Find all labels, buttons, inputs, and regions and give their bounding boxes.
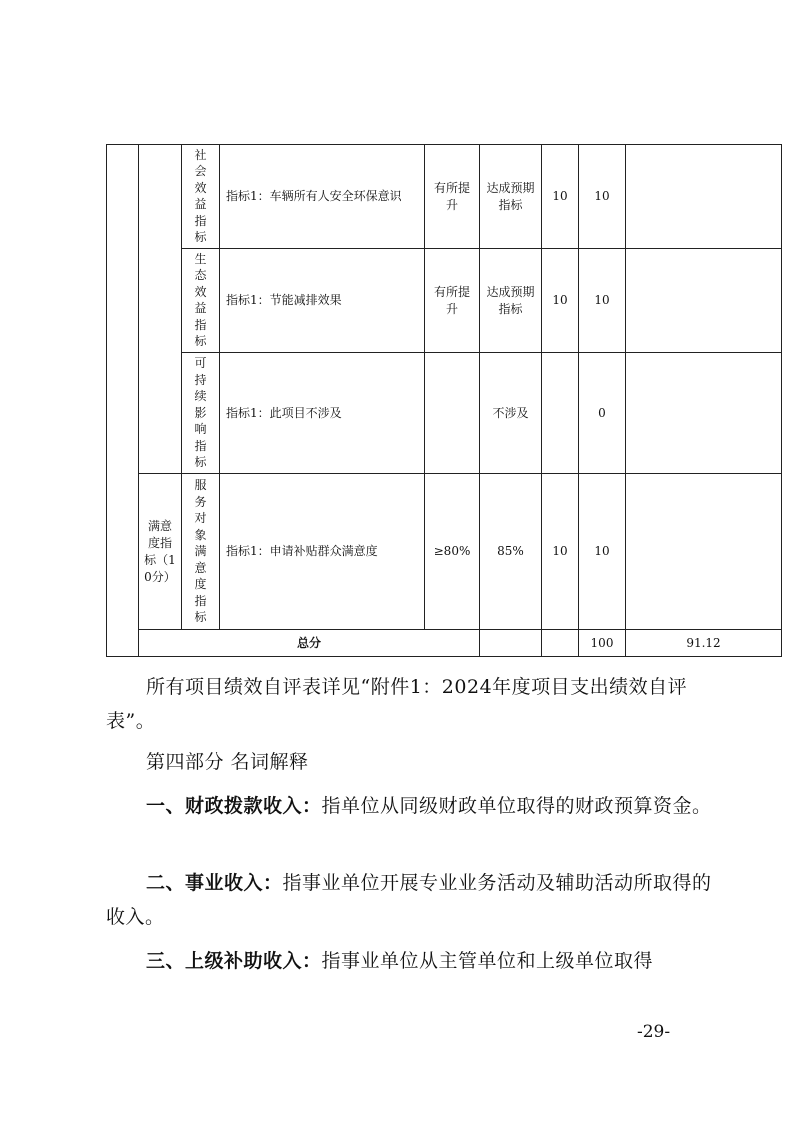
total-row [107, 630, 782, 657]
indicator-name-cell: 指标1：此项目不涉及 [220, 353, 425, 474]
category-cell-blank [139, 145, 182, 474]
table-row [107, 474, 782, 630]
indicator-name-cell: 指标1：节能减排效果 [220, 249, 425, 353]
note-cell [626, 474, 782, 630]
indicator-name-cell: 指标1：申请补贴群众满意度 [220, 474, 425, 630]
sub-indicator-cell: 生态效益指标 [182, 249, 220, 353]
target-cell: 有所提升 [425, 145, 480, 249]
sub-indicator-cell: 服务对象满意度指标 [182, 474, 220, 630]
total-score: 91.12 [626, 630, 782, 657]
actual-cell: 达成预期指标 [480, 249, 542, 353]
term-1-paragraph [106, 789, 726, 823]
table-row [107, 353, 782, 474]
weight-cell: 10 [542, 145, 579, 249]
total-actual-blank [542, 630, 579, 657]
satisfaction-category-cell: 满意度指标（10分） [139, 474, 182, 630]
weight-cell: 10 [542, 249, 579, 353]
actual-cell: 不涉及 [480, 353, 542, 474]
score-cell: 10 [579, 145, 626, 249]
sub-indicator-cell: 社会效益指标 [182, 145, 220, 249]
reference-paragraph: 所有项目绩效自评表详见“附件1：2024年度项目支出绩效自评表”。 [106, 676, 688, 732]
note-cell [626, 145, 782, 249]
weight-cell [542, 353, 579, 474]
table-row [107, 249, 782, 353]
indicator-name-cell: 指标1：车辆所有人安全环保意识 [220, 145, 425, 249]
term-3-paragraph [106, 944, 726, 978]
note-cell [626, 353, 782, 474]
score-cell: 0 [579, 353, 626, 474]
page-number: -29- [637, 1022, 671, 1042]
score-cell: 10 [579, 474, 626, 630]
target-cell [425, 353, 480, 474]
term-2-body: 指事业单位开展专业业务活动及辅助活动所取得的收入。 [106, 872, 712, 928]
term-1-body: 指单位从同级财政单位取得的财政预算资金。 [321, 795, 712, 817]
total-label: 总分 [139, 630, 480, 657]
table-row [107, 145, 782, 249]
section-title: 第四部分 名词解释 [146, 751, 309, 773]
performance-table [106, 144, 782, 657]
category-cell-blank [107, 145, 139, 657]
term-2-title: 二、事业收入： [146, 872, 283, 894]
weight-cell: 10 [542, 474, 579, 630]
sub-indicator-cell: 可持续影响指标 [182, 353, 220, 474]
term-3-title: 三、上级补助收入： [146, 950, 322, 972]
term-1-title: 一、财政拨款收入： [146, 795, 322, 817]
total-target-blank [480, 630, 542, 657]
total-weight: 100 [579, 630, 626, 657]
term-3-body: 指事业单位从主管单位和上级单位取得 [321, 950, 654, 972]
actual-cell: 达成预期指标 [480, 145, 542, 249]
note-cell [626, 249, 782, 353]
score-cell: 10 [579, 249, 626, 353]
target-cell: ≥80% [425, 474, 480, 630]
target-cell: 有所提升 [425, 249, 480, 353]
term-2-paragraph [106, 866, 726, 934]
actual-cell: 85% [480, 474, 542, 630]
